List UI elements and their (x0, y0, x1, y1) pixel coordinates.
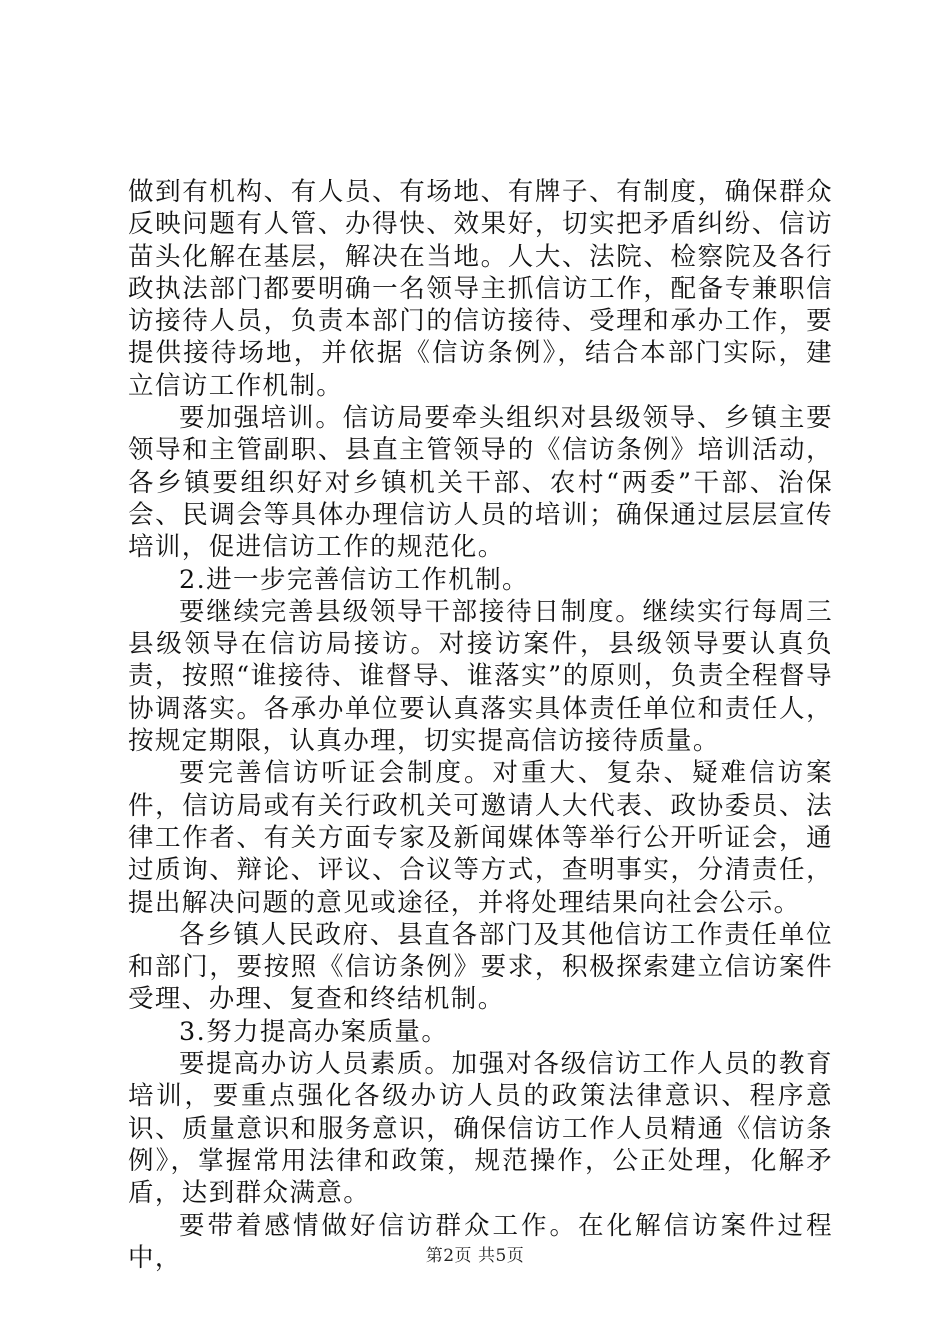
page-footer: 第2页 共5页 (425, 1246, 525, 1266)
paragraph-7: 要带着感情做好信访群众工作。在化解信访案件过程中， (128, 1210, 833, 1273)
paragraph-2: 要加强培训。信访局要牵头组织对县级领导、乡镇主要领导和主管副职、县直主管领导的《信访条例》培训活动，各乡镇要组织好对乡镇机关干部、农村“两委”干部、治保会、民调会等具体办理信访人员的培训；确保通过层层宣传培训，促进信访工作的规范化。 (128, 403, 833, 563)
paragraph-5: 各乡镇人民政府、县直各部门及其他信访工作责任单位和部门，要按照《信访条例》要求，积极探索建立信访案件受理、办理、复查和终结机制。 (128, 919, 833, 1015)
paragraph-4: 要完善信访听证会制度。对重大、复杂、疑难信访案件，信访局或有关行政机关可邀请人大代表、政协委员、法律工作者、有关方面专家及新闻媒体等举行公开听证会，通过质询、辩论、评议、合议等方式，查明事实，分清责任，提出解决问题的意见或途径，并将处理结果向社会公示。 (128, 758, 833, 918)
section-heading-2: 2.进一步完善信访工作机制。 (179, 564, 529, 595)
paragraph-6: 要提高办访人员素质。加强对各级信访工作人员的教育培训，要重点强化各级办访人员的政策法律意识、程序意识、质量意识和服务意识，确保信访工作人员精通《信访条例》，掌握常用法律和政策，规范操作，公正处理，化解矛盾，达到群众满意。 (128, 1049, 833, 1209)
paragraph-1: 做到有机构、有人员、有场地、有牌子、有制度，确保群众反映问题有人管、办得快、效果好，切实把矛盾纠纷、信访苗头化解在基层，解决在当地。人大、法院、检察院及各行政执法部门都要明确一名领导主抓信访工作，配备专兼职信访接待人员，负责本部门的信访接待、受理和承办工作，要提供接待场地，并依据《信访条例》，结合本部门实际，建立信访工作机制。 (128, 177, 833, 401)
section-heading-3: 3.努力提高办案质量。 (179, 1016, 449, 1047)
paragraph-3: 要继续完善县级领导干部接待日制度。继续实行每周三县级领导在信访局接访。对接访案件，县级领导要认真负责，按照“谁接待、谁督导、谁落实”的原则，负责全程督导协调落实。各承办单位要认真落实具体责任单位和责任人，按规定期限，认真办理，切实提高信访接待质量。 (128, 596, 833, 757)
document-body (128, 176, 833, 1274)
